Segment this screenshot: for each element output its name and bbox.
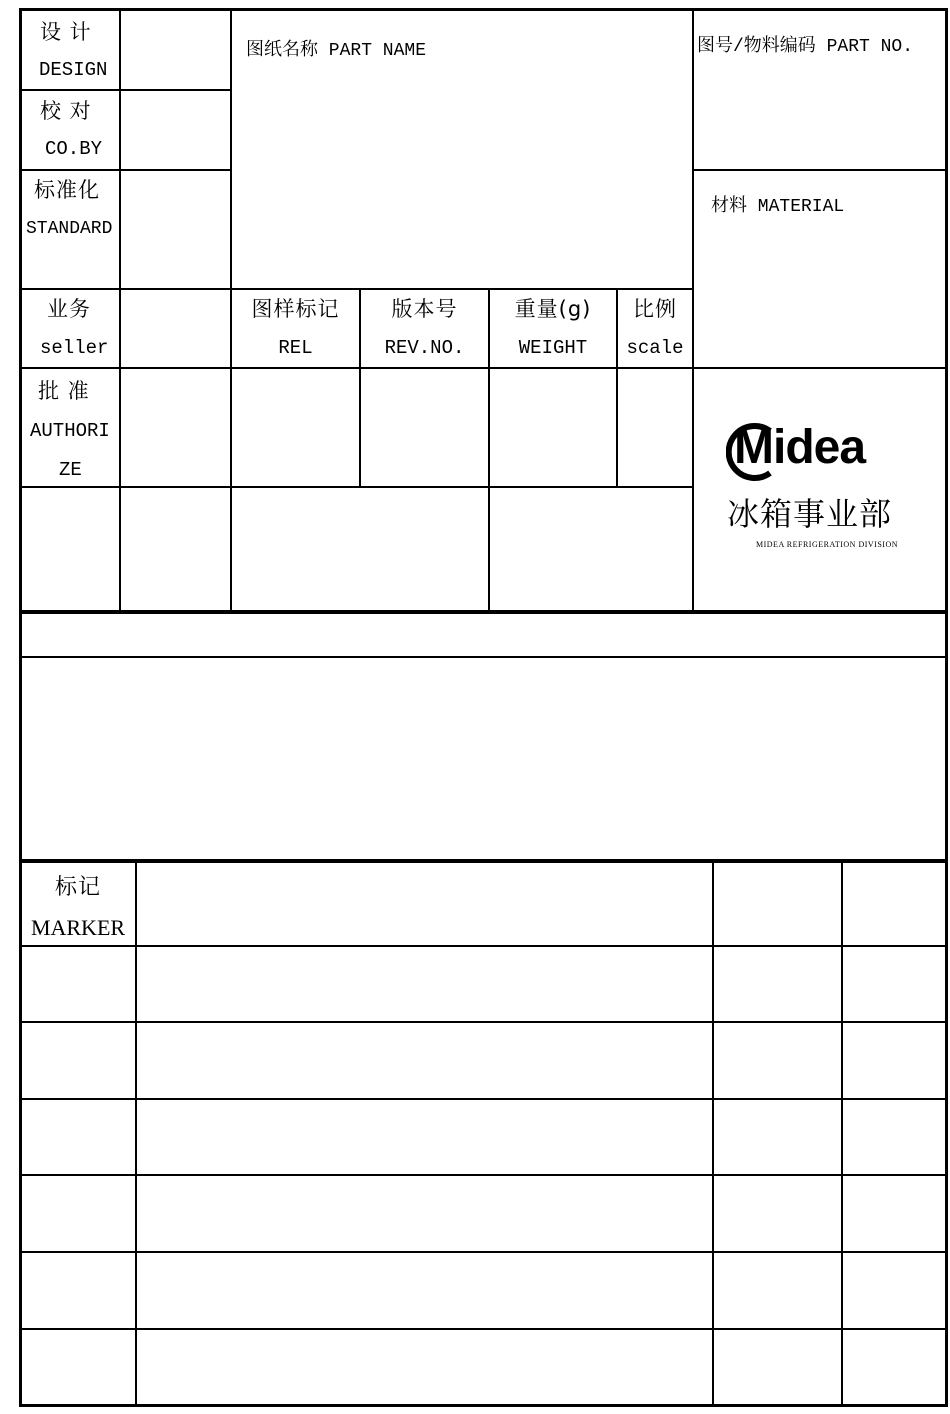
rule bbox=[19, 1404, 948, 1407]
material-label: 材料 MATERIAL bbox=[711, 197, 845, 217]
rule bbox=[19, 169, 231, 171]
rule bbox=[19, 656, 948, 658]
rel-label-en: REL bbox=[278, 337, 313, 359]
rule bbox=[19, 1328, 948, 1330]
design-label-en: DESIGN bbox=[39, 59, 108, 81]
rule bbox=[19, 1098, 948, 1100]
scale-label-cn: 比例 bbox=[633, 297, 677, 321]
rule bbox=[19, 1174, 948, 1176]
rule bbox=[19, 8, 22, 1407]
seller-label-en: seller bbox=[40, 337, 109, 359]
marker-label-en: MARKER bbox=[30, 915, 126, 940]
part-name-label: 图纸名称 PART NAME bbox=[246, 41, 427, 61]
division-name-en: MIDEA REFRIGERATION DIVISION bbox=[756, 540, 898, 549]
rule bbox=[19, 8, 948, 11]
division-name-cn: 冰箱事业部 bbox=[727, 495, 893, 533]
rule bbox=[119, 8, 121, 612]
marker-label-cn: 标记 bbox=[54, 875, 101, 900]
rule bbox=[135, 861, 137, 1407]
weight-label-cn: 重量(g) bbox=[514, 297, 592, 321]
rule bbox=[231, 288, 693, 290]
rule bbox=[692, 8, 694, 612]
rel-label-cn: 图样标记 bbox=[251, 297, 340, 321]
rule bbox=[19, 1021, 948, 1023]
rule bbox=[19, 859, 948, 863]
brand-wordmark: Midea bbox=[734, 421, 866, 474]
rule bbox=[19, 288, 231, 290]
rule bbox=[712, 861, 714, 1407]
rule bbox=[945, 8, 948, 1407]
rule bbox=[19, 945, 948, 947]
rule bbox=[488, 288, 490, 612]
check-label-en: CO.BY bbox=[45, 138, 103, 160]
midea-logo bbox=[712, 420, 932, 560]
authorize-label-en-1: AUTHORI bbox=[30, 420, 110, 442]
seller-label-cn: 业务 bbox=[47, 297, 91, 321]
rule bbox=[19, 610, 948, 614]
authorize-label-cn: 批 准 bbox=[38, 379, 90, 403]
rule bbox=[841, 861, 843, 1407]
rule bbox=[19, 89, 231, 91]
rev-label-cn: 版本号 bbox=[391, 297, 458, 321]
rule bbox=[19, 1251, 948, 1253]
authorize-label-en-2: ZE bbox=[59, 459, 82, 481]
rule bbox=[19, 367, 948, 369]
scale-label-en: scale bbox=[626, 337, 684, 359]
rev-label-en: REV.NO. bbox=[384, 337, 465, 359]
standard-label-en: STANDARD bbox=[26, 219, 113, 239]
part-no-label: 图号/物料编码 PART NO. bbox=[697, 37, 914, 57]
design-label-cn: 设 计 bbox=[40, 20, 92, 44]
check-label-cn: 校 对 bbox=[40, 99, 92, 123]
weight-label-en: WEIGHT bbox=[518, 337, 588, 359]
standard-label-cn: 标准化 bbox=[34, 178, 100, 202]
rule bbox=[693, 169, 948, 171]
